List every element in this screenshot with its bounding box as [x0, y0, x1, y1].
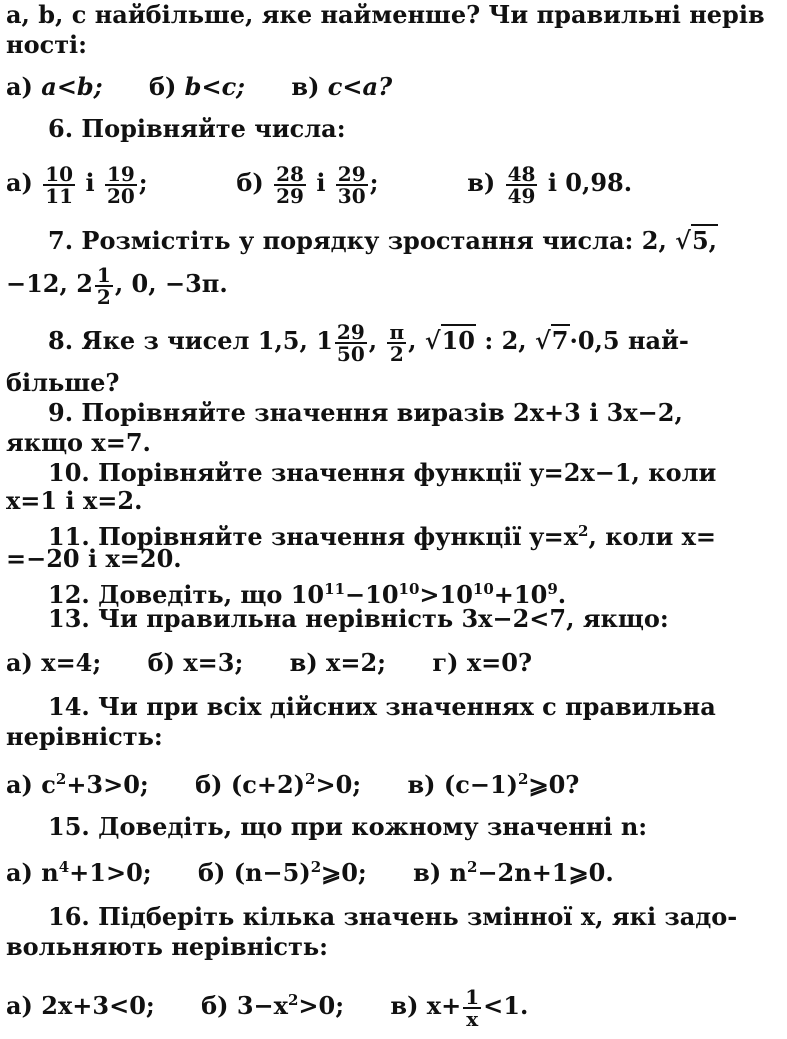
- exponent: 2: [55, 770, 67, 788]
- option-label: б): [236, 168, 264, 197]
- option: в) x+: [390, 991, 462, 1020]
- exercise-14-options: [6, 764, 781, 800]
- exercise-text: Підберіть кілька значень змінної x, які задо-: [98, 902, 738, 931]
- exercise-number: 7.: [48, 226, 74, 255]
- exercise-number: 10.: [48, 458, 90, 487]
- option: ⩾0?: [528, 770, 580, 799]
- numerator: 29: [337, 161, 366, 186]
- exercise-8-line1: 8. Яке з чисел 1,5, 1 $\frac{29}{50}$ , $\frac{\pi}{2}$ , √10 : 2, √7·0,5 най-: [48, 319, 689, 366]
- exercise-text: : 2,: [484, 326, 527, 355]
- option: в) x=2;: [289, 648, 387, 677]
- exercise-9-line2: [6, 428, 781, 458]
- exercise-text: ·0,5 най-: [569, 326, 689, 355]
- option: а) c: [6, 770, 56, 799]
- exercise-14-line1: [48, 692, 781, 722]
- option-text: і 0,98.: [547, 168, 633, 197]
- exercise-text: нерівність:: [6, 722, 163, 751]
- exercise-text: Чи при всіх дійсних значеннях c правильна: [98, 692, 716, 721]
- exercise-text: , коли x=: [588, 522, 717, 551]
- denominator: 11: [45, 183, 74, 208]
- exercise-text: Доведіть, що при кожному значенні n:: [98, 812, 648, 841]
- separator: ;: [138, 168, 148, 197]
- denominator: x: [466, 1006, 479, 1031]
- option: б) x=3;: [147, 648, 244, 677]
- option: >0;: [298, 991, 345, 1020]
- exponent: 11: [324, 580, 346, 598]
- exercise-text: якщо x=7.: [6, 428, 151, 457]
- fraction: [43, 161, 75, 208]
- option: а) n: [6, 858, 59, 887]
- exercise-text: −10: [345, 580, 399, 609]
- radicand: 10: [441, 326, 476, 355]
- exercise-6-title: [48, 114, 781, 144]
- exercise-9-line1: [48, 398, 781, 428]
- option: b<c;: [184, 72, 246, 101]
- exercise-14-line2: [6, 722, 781, 752]
- exercise-number: 13.: [48, 604, 90, 633]
- exponent: 2: [467, 858, 478, 876]
- option: а) x=4;: [6, 648, 102, 677]
- numerator: 1: [96, 262, 111, 287]
- fraction: [463, 984, 481, 1031]
- exercise-number: 16.: [48, 902, 90, 931]
- exercise-15-title: [48, 812, 781, 842]
- denominator: 2: [96, 284, 111, 309]
- exercise-text: >10: [419, 580, 473, 609]
- fraction: [506, 161, 538, 208]
- exercise-13-options: [6, 648, 781, 678]
- numerator: 28: [276, 161, 304, 186]
- numerator: 1: [465, 984, 480, 1009]
- exponent: 4: [58, 858, 70, 876]
- exercise-number: 15.: [48, 812, 90, 841]
- exercise-text: +10: [493, 580, 548, 609]
- option: б) 3−x: [201, 991, 288, 1020]
- numerator: 10: [45, 161, 74, 186]
- denominator: 29: [276, 183, 304, 208]
- exercise-number: 14.: [48, 692, 90, 721]
- conjunction: і: [316, 168, 326, 197]
- exponent: 2: [518, 770, 529, 788]
- option: ⩾0;: [321, 858, 367, 887]
- denominator: 50: [336, 341, 365, 366]
- exponent: 2: [305, 770, 316, 788]
- exponent: 2: [287, 991, 299, 1009]
- option: а) 2x+3<0;: [6, 991, 155, 1020]
- exercise-10-line2: [6, 486, 781, 516]
- continued-text: a, b, c найбільше, яке найменше? Чи правильні нерів: [6, 0, 765, 29]
- exercise-8-line2: [6, 368, 781, 398]
- option-label: в): [467, 168, 496, 197]
- exercise-number: 9.: [48, 398, 74, 427]
- options-line: [6, 72, 781, 102]
- text-line: [6, 30, 781, 60]
- option-label: а): [6, 72, 33, 101]
- conjunction: і: [85, 168, 95, 197]
- fraction: [335, 319, 367, 366]
- option: +1>0;: [69, 858, 152, 887]
- denominator: 49: [507, 183, 536, 208]
- text-line: [6, 0, 781, 30]
- exercise-text: Чи правильна нерівність 3x−2<7, якщо:: [98, 604, 669, 633]
- exercise-text: Порівняйте значення функції y=x: [98, 522, 579, 551]
- option: c<a?: [327, 72, 393, 101]
- option: г) x=0?: [432, 648, 533, 677]
- exercise-text: Яке з чисел 1,5, 1: [81, 326, 333, 355]
- exponent: 2: [310, 858, 322, 876]
- option: a<b;: [41, 72, 103, 101]
- exercise-16-options: [6, 972, 781, 1034]
- exercise-number: 11.: [48, 522, 90, 551]
- option-label: в): [291, 72, 320, 101]
- radicand: 7: [551, 326, 569, 355]
- exponent: 10: [472, 580, 494, 598]
- exercise-number: 8.: [48, 326, 74, 355]
- numerator: 48: [507, 161, 536, 186]
- separator: ,: [408, 326, 417, 355]
- exercise-10-line1: [48, 458, 781, 488]
- exercise-text: Розмістіть у порядку зростання числа: 2,: [81, 226, 667, 255]
- exercise-text: , 0, −3π.: [114, 269, 228, 298]
- fraction: [95, 262, 113, 309]
- numerator: 29: [336, 319, 365, 344]
- option: >0;: [315, 770, 362, 799]
- exponent: 2: [578, 522, 589, 540]
- exercise-number: 12.: [48, 580, 90, 609]
- fraction: [274, 161, 306, 208]
- exercise-7-line2: [6, 262, 781, 307]
- denominator: 2: [389, 341, 404, 366]
- fraction: [387, 319, 406, 366]
- exercise-text: −12, 2: [6, 269, 93, 298]
- exercise-13-title: [48, 604, 781, 634]
- option: <1.: [483, 991, 529, 1020]
- numerator: π: [389, 319, 405, 344]
- denominator: 20: [106, 183, 135, 208]
- exercise-text: x=1 і x=2.: [6, 486, 143, 515]
- exercise-text: Порівняйте значення виразів 2x+3 і 3x−2,: [81, 398, 683, 427]
- option: в) n: [413, 858, 467, 887]
- option: в) (c−1): [407, 770, 519, 799]
- exercise-text: =−20 і x=20.: [6, 544, 182, 573]
- option: б) (c+2): [195, 770, 306, 799]
- numerator: 19: [106, 161, 135, 186]
- separator: ;: [369, 168, 379, 197]
- exercise-text: більше?: [6, 368, 120, 397]
- exercise-text: Доведіть, що 10: [98, 580, 325, 609]
- exercise-number: 6.: [48, 114, 74, 143]
- denominator: 30: [337, 183, 366, 208]
- fraction: [105, 161, 137, 208]
- exercise-7-line1: 7. Розмістіть у порядку зростання числа: 2, √5,: [48, 226, 718, 255]
- fraction: [336, 161, 368, 208]
- exponent: 9: [547, 580, 558, 598]
- option: −2n+1⩾0.: [477, 858, 614, 887]
- exercise-11-line2: [6, 544, 781, 574]
- exercise-text: Порівняйте числа:: [81, 114, 346, 143]
- exercise-16-line1: [48, 902, 781, 932]
- exercise-text: .: [557, 580, 567, 609]
- option: б) (n−5): [198, 858, 311, 887]
- option-label: а): [6, 168, 33, 197]
- continued-text: ності:: [6, 30, 88, 59]
- exercise-text: вольняють нерівність:: [6, 932, 329, 961]
- separator: ,: [368, 326, 378, 355]
- exercise-16-line2: [6, 932, 781, 962]
- exercise-6-options: [6, 158, 781, 208]
- option-label: б): [148, 72, 177, 101]
- exponent: 10: [398, 580, 420, 598]
- option: +3>0;: [66, 770, 149, 799]
- radicand: 5,: [691, 226, 718, 255]
- exercise-text: Порівняйте значення функції y=2x−1, коли: [98, 458, 717, 487]
- exercise-15-options: [6, 852, 781, 888]
